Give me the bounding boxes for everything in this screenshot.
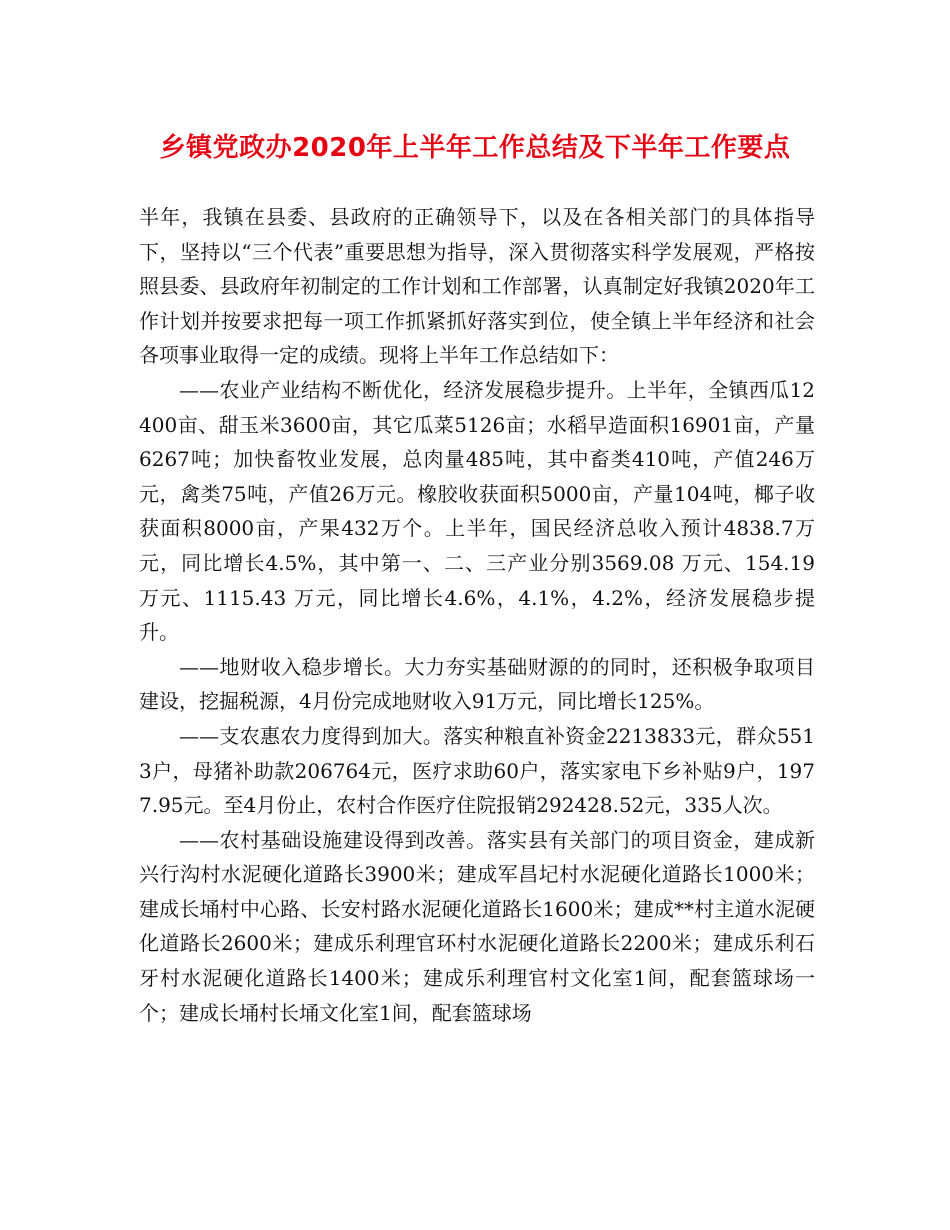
- document-title: 乡镇党政办2020年上半年工作总结及下半年工作要点: [159, 133, 791, 163]
- paragraph-fiscal-revenue: ——地财收入稳步增长。大力夯实基础财源的的同时，还积极争取项目建设，挖掘税源，4月份完成地财收入91万元，同比增长125%。: [139, 654, 815, 714]
- paragraph-infrastructure: ——农村基础设施建设得到改善。落实县有关部门的项目资金，建成新兴行沟村水泥硬化道路长3900米；建成军昌圮村水泥硬化道路长1000米；建成长埇村中心路、长安村路水泥硬化道路长1600米；建成**村主道水泥硬化道路长2600米；建成乐利理官环村水泥硬化道路长2200米；建成乐利石牙村水泥硬化道路长1400米；建成乐利理官村文化室1间，配套篮球场一个；建成长埇村长埇文化室1间，配套篮球场: [139, 827, 815, 1025]
- paragraph-agriculture: ——农业产业结构不断优化，经济发展稳步提升。上半年，全镇西瓜12400亩、甜玉米3600亩，其它瓜菜5126亩；水稻早造面积16901亩，产量6267吨；加快畜牧业发展，总肉量485吨，其中畜类410吨，产值246万元，禽类75吨，产值26万元。橡胶收获面积5000亩，产量104吨，椰子收获面积8000亩，产果432万个。上半年，国民经济总收入预计4838.7万元，同比增长4.5%，其中第一、二、三产业分别3569.08 万元、154.19 万元、1115.43 万元，同比增长4.6%，4.1%，4.2%，经济发展稳步提升。: [139, 377, 815, 645]
- paragraph-intro: 半年，我镇在县委、县政府的正确领导下，以及在各相关部门的具体指导下，坚持以“三个代表”重要思想为指导，深入贯彻落实科学发展观，严格按照县委、县政府年初制定的工作计划和工作部署，认真制定好我镇2020年工作计划并按要求把每一项工作抓紧抓好落实到位，使全镇上半年经济和社会各项事业取得一定的成绩。现将上半年工作总结如下：: [139, 205, 815, 368]
- document-body: [139, 200, 815, 1030]
- paragraph-agri-support: ——支农惠农力度得到加大。落实种粮直补资金2213833元，群众5513户，母猪补助款206764元，医疗求助60户，落实家电下乡补贴9户，1977.95元。至4月份止，农村合作医疗住院报销292428.52元，335人次。: [139, 723, 815, 818]
